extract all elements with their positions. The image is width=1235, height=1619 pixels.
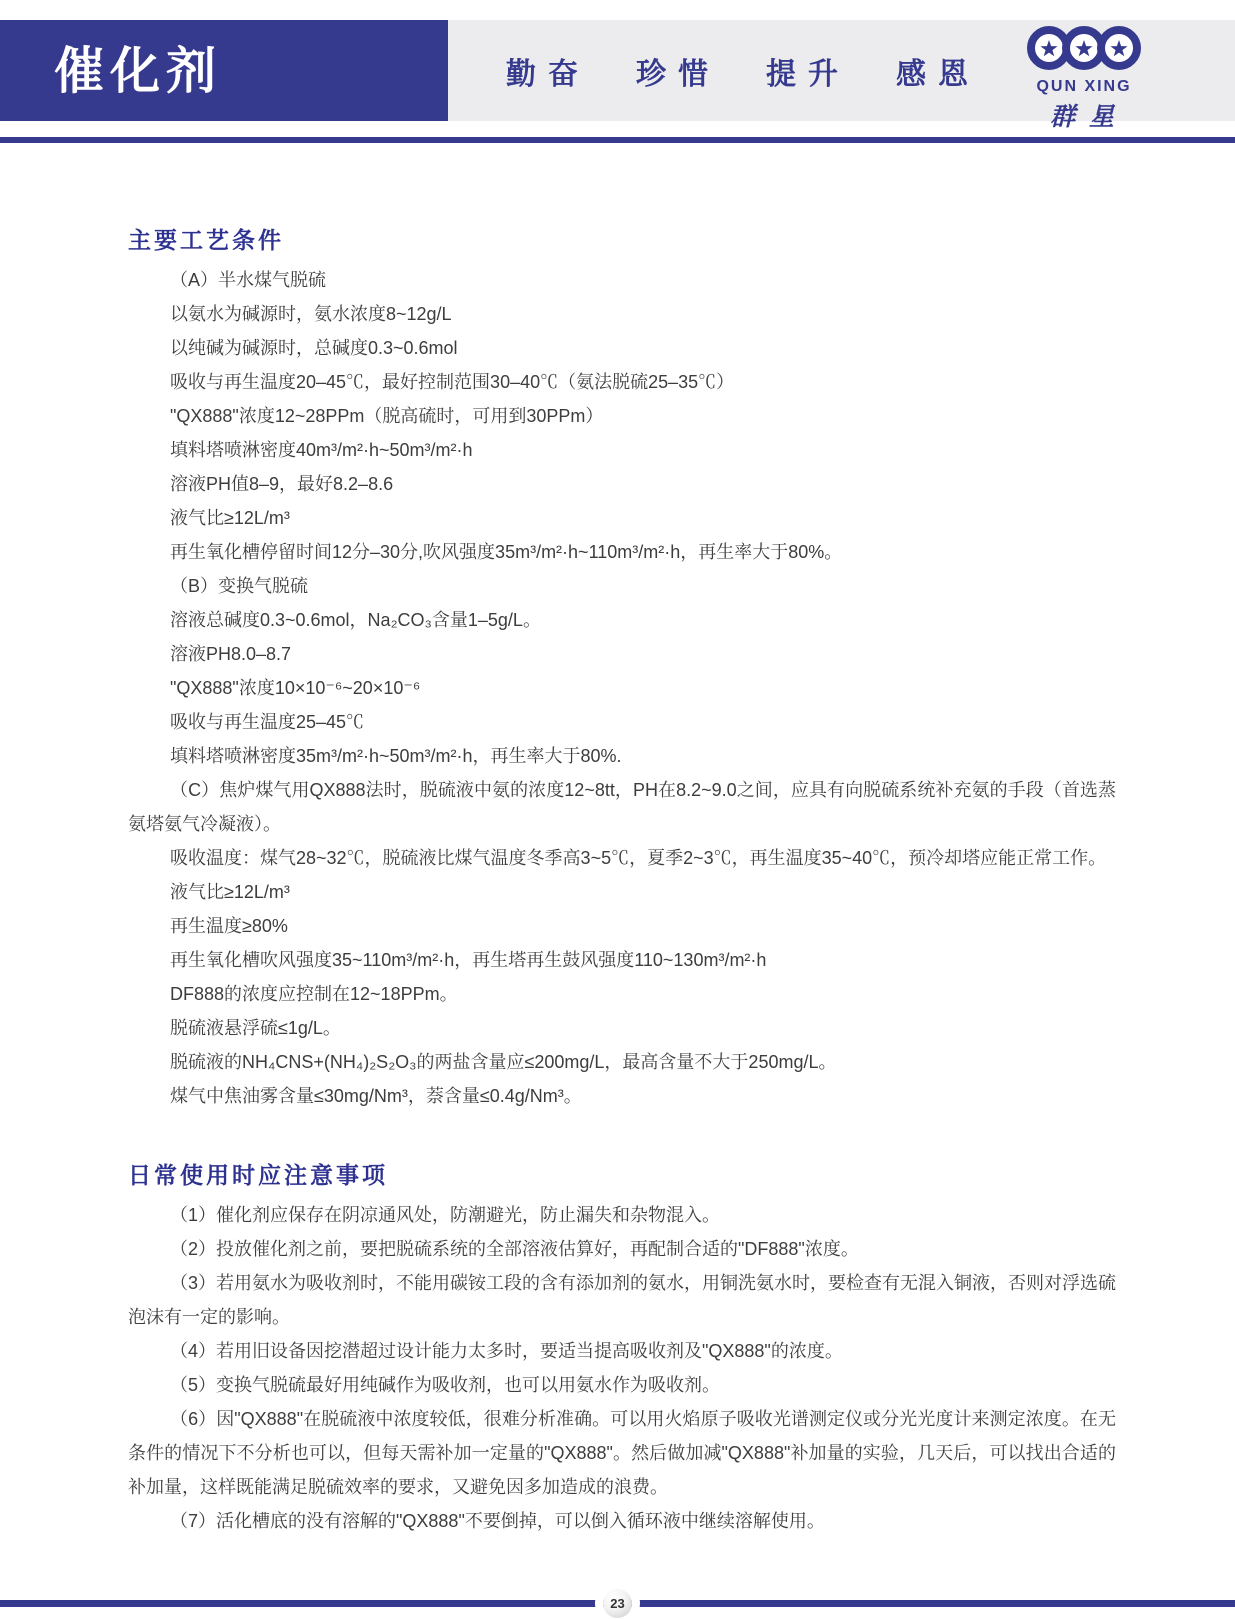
motto-word: 感恩 (896, 57, 980, 91)
paragraph-line: （2）投放催化剂之前，要把脱硫系统的全部溶液估算好，再配制合适的"DF888"浓度。 (170, 1239, 859, 1259)
motto-word: 勤奋 (506, 57, 590, 91)
document-section (128, 222, 1116, 1113)
paragraph-line: 填料塔喷淋密度40m³/m²·h~50m³/m²·h (170, 440, 473, 460)
paragraph-line: 液气比≥12L/m³ (170, 508, 290, 528)
company-logo (1026, 23, 1142, 131)
header-divider-line (0, 137, 1235, 143)
paragraph-line: 吸收与再生温度20–45℃，最好控制范围30–40℃（氨法脱硫25–35℃） (170, 372, 735, 392)
paragraph-line: 液气比≥12L/m³ (170, 882, 290, 902)
paragraph-line: （A）半水煤气脱硫 (170, 270, 327, 290)
paragraph-line: "QX888"浓度12~28PPm（脱高硫时，可用到30PPm） (170, 406, 604, 426)
paragraph-line: 填料塔喷淋密度35m³/m²·h~50m³/m²·h，再生率大于80%. (170, 746, 622, 766)
paragraph-line: （B）变换气脱硫 (170, 576, 309, 596)
paragraph-line: 溶液PH8.0–8.7 (170, 644, 292, 664)
paragraph-line: （7）活化槽底的没有溶解的"QX888"不要倒掉，可以倒入循环液中继续溶解使用。 (170, 1511, 825, 1531)
motto-word: 珍惜 (636, 57, 720, 91)
paragraph-line: （5）变换气脱硫最好用纯碱作为吸收剂，也可以用氨水作为吸收剂。 (170, 1375, 721, 1395)
logo-latin-name: QUN XING (1036, 78, 1132, 95)
document-section (128, 1157, 1116, 1538)
paragraph-line: 吸收与再生温度25–45℃ (170, 712, 365, 732)
paragraph-line: 溶液PH值8–9，最好8.2–8.6 (170, 474, 394, 494)
paragraph-line: 溶液总碱度0.3~0.6mol，Na₂CO₃含量1–5g/L。 (170, 610, 541, 630)
paragraph-line: 再生氧化槽吹风强度35~110m³/m²·h，再生塔再生鼓风强度110~130m³/m²·h (170, 950, 767, 970)
paragraph-line: （1）催化剂应保存在阴凉通风处，防潮避光，防止漏失和杂物混入。 (170, 1205, 721, 1225)
document-content (128, 222, 1116, 1538)
paragraph-line: （4）若用旧设备因挖潜超过设计能力太多时，要适当提高吸收剂及"QX888"的浓度。 (170, 1341, 843, 1361)
header-banner (0, 20, 448, 121)
paragraph-line: 以纯碱为碱源时，总碱度0.3~0.6mol (170, 338, 458, 358)
three-rings-stars-icon (1026, 23, 1142, 75)
paragraph-line: （C）焦炉煤气用QX888法时，脱硫液中氨的浓度12~8tt，PH在8.2~9.0之间，应具有向脱硫系统补充氨的手段（首选蒸氨塔氨气冷凝液）。 (128, 780, 1116, 834)
paragraph-line: 脱硫液的NH₄CNS+(NH₄)₂S₂O₃的两盐含量应≤200mg/L，最高含量不大于250mg/L。 (170, 1052, 837, 1072)
paragraph-line: （6）因"QX888"在脱硫液中浓度较低，很难分析准确。可以用火焰原子吸收光谱测定仪或分光光度计来测定浓度。在无条件的情况下不分析也可以，但每天需补加一定量的"QX888"。然后做加减"QX888"补加量的实验，几天后，可以找出合适的补加量，这样既能满足脱硫效率的要求，又避免因多加造成的浪费。 (128, 1409, 1116, 1497)
paragraph-line: "QX888"浓度10×10⁻⁶~20×10⁻⁶ (170, 678, 421, 698)
section-heading: 日常使用时应注意事项 (128, 1162, 388, 1188)
paragraph-line: 再生温度≥80% (170, 916, 288, 936)
header-strip (448, 20, 1235, 131)
paragraph-line: 煤气中焦油雾含量≤30mg/Nm³，萘含量≤0.4g/Nm³。 (170, 1086, 582, 1106)
paragraph-line: （3）若用氨水为吸收剂时，不能用碳铵工段的含有添加剂的氨水，用铜洗氨水时，要检查有无混入铜液，否则对浮选硫泡沫有一定的影响。 (128, 1273, 1117, 1327)
paragraph-line: DF888的浓度应控制在12~18PPm。 (170, 984, 458, 1004)
section-heading: 主要工艺条件 (128, 227, 284, 253)
page-title: 催化剂 (54, 42, 222, 99)
motto-word: 提升 (766, 57, 850, 91)
paragraph-line: 再生氧化槽停留时间12分–30分,吹风强度35m³/m²·h~110m³/m²·h，再生率大于80%。 (170, 542, 843, 562)
page-number-badge: 23 (603, 1589, 632, 1618)
company-motto (506, 20, 980, 121)
paragraph-line: 吸收温度：煤气28~32℃，脱硫液比煤气温度冬季高3~5℃，夏季2~3℃，再生温度35~40℃，预冷却塔应能正常工作。 (170, 848, 1107, 868)
paragraph-line: 脱硫液悬浮硫≤1g/L。 (170, 1018, 341, 1038)
logo-chinese-name: 群星 (1049, 102, 1128, 131)
paragraph-line: 以氨水为碱源时，氨水浓度8~12g/L (170, 304, 452, 324)
